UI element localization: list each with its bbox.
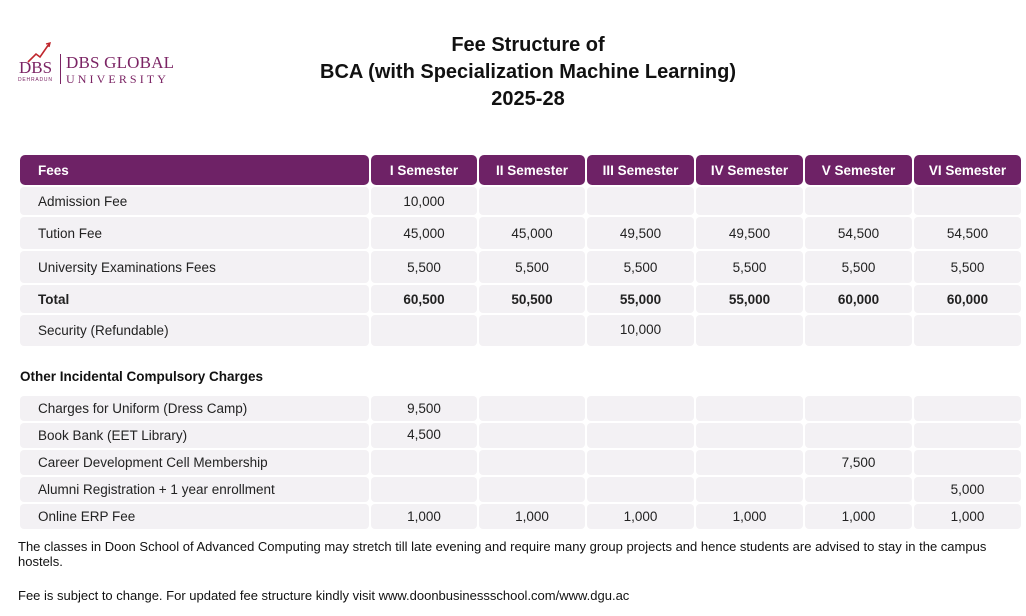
table-cell: 5,500	[696, 251, 803, 283]
total-cell: 60,500	[371, 285, 477, 313]
header-semester-2: II Semester	[479, 155, 585, 185]
table-cell	[914, 396, 1021, 421]
table-cell	[914, 315, 1021, 346]
table-cell	[479, 315, 585, 346]
table-cell	[696, 477, 803, 502]
table-cell: 10,000	[587, 315, 694, 346]
fee-change-note: Fee is subject to change. For updated fee structure kindly visit www.doonbusinessschool.com/www.dgu.ac	[18, 588, 630, 603]
table-cell	[696, 187, 803, 215]
table-cell: 49,500	[587, 217, 694, 249]
row-label-tuition-fee: Tution Fee	[20, 217, 369, 249]
header-semester-3: III Semester	[587, 155, 694, 185]
table-cell: 49,500	[696, 217, 803, 249]
total-cell: 50,500	[479, 285, 585, 313]
table-cell	[479, 450, 585, 475]
total-cell: 55,000	[696, 285, 803, 313]
logo-subtitle: DEHRADUN	[18, 77, 53, 83]
table-cell	[805, 423, 912, 448]
table-cell: 54,500	[805, 217, 912, 249]
row-label-total: Total	[20, 285, 369, 313]
header-fees: Fees	[20, 155, 369, 185]
table-cell	[587, 423, 694, 448]
table-cell	[805, 315, 912, 346]
table-cell	[371, 450, 477, 475]
logo-name-line1: DBS GLOBAL	[66, 53, 175, 72]
table-cell: 5,500	[805, 251, 912, 283]
table-cell	[914, 450, 1021, 475]
page-title-line2: BCA (with Specialization Machine Learning)	[320, 61, 736, 83]
row-label-uniform: Charges for Uniform (Dress Camp)	[20, 396, 369, 421]
table-cell	[587, 477, 694, 502]
table-cell: 5,500	[371, 251, 477, 283]
row-label-book-bank: Book Bank (EET Library)	[20, 423, 369, 448]
table-cell	[914, 423, 1021, 448]
table-cell	[479, 477, 585, 502]
table-cell	[587, 396, 694, 421]
hostel-note: The classes in Doon School of Advanced Computing may stretch till late evening and require many group projects and hence students are advised to stay in the campus hostels.	[18, 539, 987, 569]
table-cell: 7,500	[805, 450, 912, 475]
table-cell	[914, 187, 1021, 215]
table-cell: 54,500	[914, 217, 1021, 249]
table-cell: 4,500	[371, 423, 477, 448]
table-cell	[696, 450, 803, 475]
table-cell: 1,000	[587, 504, 694, 529]
page-title-line1: Fee Structure of	[451, 34, 605, 56]
row-label-online-erp: Online ERP Fee	[20, 504, 369, 529]
row-label-alumni: Alumni Registration + 1 year enrollment	[20, 477, 369, 502]
header-semester-6: VI Semester	[914, 155, 1021, 185]
row-label-security: Security (Refundable)	[20, 315, 369, 346]
table-cell: 1,000	[914, 504, 1021, 529]
table-cell: 1,000	[479, 504, 585, 529]
row-label-exam-fees: University Examinations Fees	[20, 251, 369, 283]
table-cell: 10,000	[371, 187, 477, 215]
table-cell: 45,000	[371, 217, 477, 249]
header-semester-5: V Semester	[805, 155, 912, 185]
table-cell: 5,500	[914, 251, 1021, 283]
table-cell	[805, 396, 912, 421]
table-cell	[696, 396, 803, 421]
row-label-career-cell: Career Development Cell Membership	[20, 450, 369, 475]
table-cell: 45,000	[479, 217, 585, 249]
header-semester-1: I Semester	[371, 155, 477, 185]
header-semester-4: IV Semester	[696, 155, 803, 185]
total-cell: 60,000	[914, 285, 1021, 313]
table-cell	[587, 450, 694, 475]
table-cell	[587, 187, 694, 215]
table-cell	[371, 477, 477, 502]
table-cell: 1,000	[805, 504, 912, 529]
table-cell	[479, 187, 585, 215]
table-cell: 9,500	[371, 396, 477, 421]
total-cell: 60,000	[805, 285, 912, 313]
logo-name-line2: UNIVERSITY	[66, 72, 169, 86]
table-cell	[479, 423, 585, 448]
table-cell	[805, 187, 912, 215]
table-cell	[371, 315, 477, 346]
incidental-charges-heading: Other Incidental Compulsory Charges	[20, 369, 264, 384]
table-cell: 5,500	[587, 251, 694, 283]
table-cell	[696, 423, 803, 448]
total-cell: 55,000	[587, 285, 694, 313]
table-cell	[805, 477, 912, 502]
table-cell: 5,500	[479, 251, 585, 283]
table-cell: 1,000	[696, 504, 803, 529]
table-cell: 1,000	[371, 504, 477, 529]
page-title-line3: 2025-28	[491, 88, 565, 110]
svg-text:DBS: DBS	[19, 58, 53, 77]
table-cell	[696, 315, 803, 346]
table-cell: 5,000	[914, 477, 1021, 502]
row-label-admission-fee: Admission Fee	[20, 187, 369, 215]
table-cell	[479, 396, 585, 421]
